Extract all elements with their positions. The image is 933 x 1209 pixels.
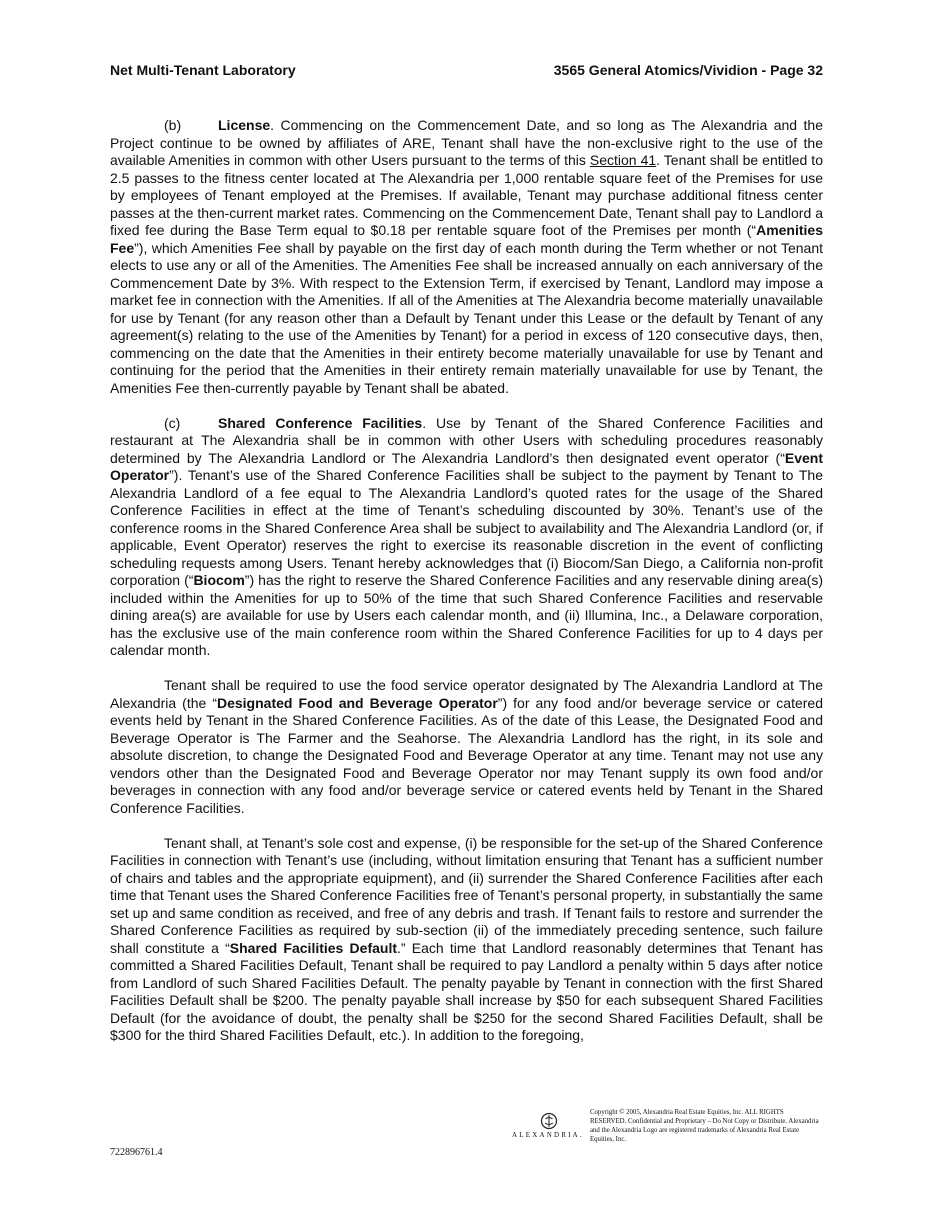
defined-term-event-operator: Event Operator (110, 449, 823, 483)
header-title: Net Multi-Tenant Laboratory (110, 62, 296, 78)
defined-term-biocom: Biocom (193, 572, 245, 588)
document-number: 722896761.4 (110, 1147, 163, 1158)
paragraph-text: Tenant shall be required to use the food service operator designated by The Alexandria Landlord at The Alexandria (the “ (110, 677, 823, 711)
paragraph-text: ”), which Amenities Fee shall by payable on the first day of each month during the Term whether or not Tenant elects to use any or all of the Amenities. The Amenities Fee shall be increased annually on each anniversary of the Commencement Date by 3%. With respect to the Extension Term, if exercised by Tenant, Landlord may impose a market fee in connection with the Amenities. If all of the Amenities at The Alexandria become materially unavailable for use by Tenant (for any reason other than a Default by Tenant under this Lease or the default by Tenant of any agreement(s) relating to the use of the Amenities by Tenant) for a period in excess of 120 consecutive days, then, commencing on the date that the Amenities in their entirety become materially unavailable for use by Tenant and continuing for the period that the Amenities in their entirety remain materially unavailable for use by Tenant, the Amenities Fee then-currently payable by Tenant shall be abated. (110, 239, 823, 396)
alexandria-logo (512, 1112, 587, 1142)
paragraph-text: . Tenant shall be entitled to 2.5 passes to the fitness center located at The Alexandria per 1,000 rentable square feet of the Premises for use by employees of Tenant employed at the Premises. If available, Tenant may purchase additional fitness center passes at the then-current market rates. Commencing on the Commencement Date, Tenant shall pay to Landlord a fixed fee during the Base Term equal to $0.18 per rentable square foot of the Premises per month (“ (110, 152, 823, 238)
paragraph-text: . Commencing on the Commencement Date, and so long as The Alexandria and the Project continue to be owned by affiliates of ARE, Tenant shall have the non-exclusive right to the use of the available Amenities in common with other Users pursuant to the terms of this (110, 117, 823, 168)
paragraph-food-service (110, 677, 823, 817)
section-heading-license: License (218, 117, 271, 133)
paragraph-text: ”) has the right to reserve the Shared Conference Facilities and any reservable dining area(s) included within the Amenities for up to 50% of the time that such Shared Conference Facilities and reservable dining area(s) are available for use by Users each calendar month, and (ii) Illumina, Inc., a Delaware corporation, has the exclusive use of the main conference room within the Shared Conference Facilities for up to 4 days per calendar month. (110, 572, 823, 658)
logo-wordmark: ALEXANDRIA. (512, 1131, 584, 1139)
defined-term-shared-facilities-default: Shared Facilities Default (229, 939, 397, 956)
section-heading-shared-conference: Shared Conference Facilities (218, 414, 423, 431)
defined-term-amenities-fee: Amenities Fee (110, 222, 823, 256)
section-41-reference: Section 41 (589, 152, 657, 168)
paragraph-license (110, 117, 823, 397)
document-body (110, 117, 823, 1062)
header-page-info: 3565 General Atomics/Vividion - Page 32 (553, 62, 823, 78)
paragraph-text: ”) for any food and/or beverage service or catered events held by Tenant in the Shared Conference Facilities. As of the date of this Lease, the Designated Food and Beverage Operator is The Farmer and the Seahorse. The Alexandria Landlord has the right, in its sole and absolute discretion, to change the Designated Food and Beverage Operator at any time. Tenant may not use any vendors other than the Designated Food and Beverage Operator nor may Tenant supply its own food and/or beverages in connection with any food and/or beverage service or catered events held by Tenant in the Shared Conference Facilities. (110, 694, 823, 816)
defined-term-food-operator: Designated Food and Beverage Operator (216, 694, 498, 711)
paragraph-text: ”). Tenant’s use of the Shared Conference Facilities shall be subject to the payment by Tenant to The Alexandria Landlord of a fee equal to The Alexandria Landlord’s quoted rates for the usage of the Shared Conference Facilities in effect at the time of Tenant’s scheduling discounted by 30%. Tenant’s use of the conference rooms in the Shared Conference Area shall be subject to availability and The Alexandria Landlord (or, if applicable, Event Operator) reserves the right to exercise its reasonable discretion in the event of conflicting scheduling requests among Users. Tenant hereby acknowledges that (i) Biocom/San Diego, a California non-profit corporation (“ (110, 467, 823, 588)
copyright-notice: Copyright © 2005, Alexandria Real Estate Equities, Inc. ALL RIGHTS RESERVED. Confidential and Proprietary – Do Not Copy or Distribute. Alexandria and the Alexandria Logo are registered trademarks of Alexandria Real Estate Equities, Inc. (590, 1109, 819, 1143)
paragraph-text: Tenant shall, at Tenant’s sole cost and expense, (i) be responsible for the set-up of the Shared Conference Facilities in connection with Tenant’s use (including, without limitation ensuring that Tenant has a sufficient number of chairs and tables and the appropriate equipment), and (ii) surrender the Shared Conference Facilities after each time that Tenant uses the Shared Conference Facilities free of Tenant’s personal property, in substantially the same set up and same condition as received, and free of any debris and trash. If Tenant fails to restore and surrender the Shared Conference Facilities as required by sub-section (ii) of the immediately preceding sentence, such failure shall constitute a “ (110, 834, 823, 956)
page-header (110, 62, 823, 82)
paragraph-shared-conference (110, 415, 823, 660)
paragraph-setup (110, 835, 823, 1045)
paragraph-text: .” Each time that Landlord reasonably determines that Tenant has committed a Shared Facilities Default, Tenant shall be required to pay Landlord a penalty within 5 days after notice from Landlord of such Shared Facilities Default. The penalty payable by Tenant in connection with the first Shared Facilities Default shall be $200. The penalty payable shall increase by $50 for each subsequent Shared Facilities Default (for the avoidance of doubt, the penalty shall be $250 for the second Shared Facilities Default, shall be $300 for the third Shared Facilities Default, etc.). In addition to the foregoing, (110, 939, 823, 1043)
paragraph-text: . Use by Tenant of the Shared Conference Facilities and restaurant at The Alexandria shall be in common with other Users with scheduling procedures reasonably determined by The Alexandria Landlord or The Alexandria Landlord’s then designated event operator (“ (110, 414, 823, 466)
alexandria-emblem-icon (540, 1112, 558, 1130)
section-marker-c: (c) (164, 414, 181, 431)
section-marker-b: (b) (164, 117, 182, 133)
